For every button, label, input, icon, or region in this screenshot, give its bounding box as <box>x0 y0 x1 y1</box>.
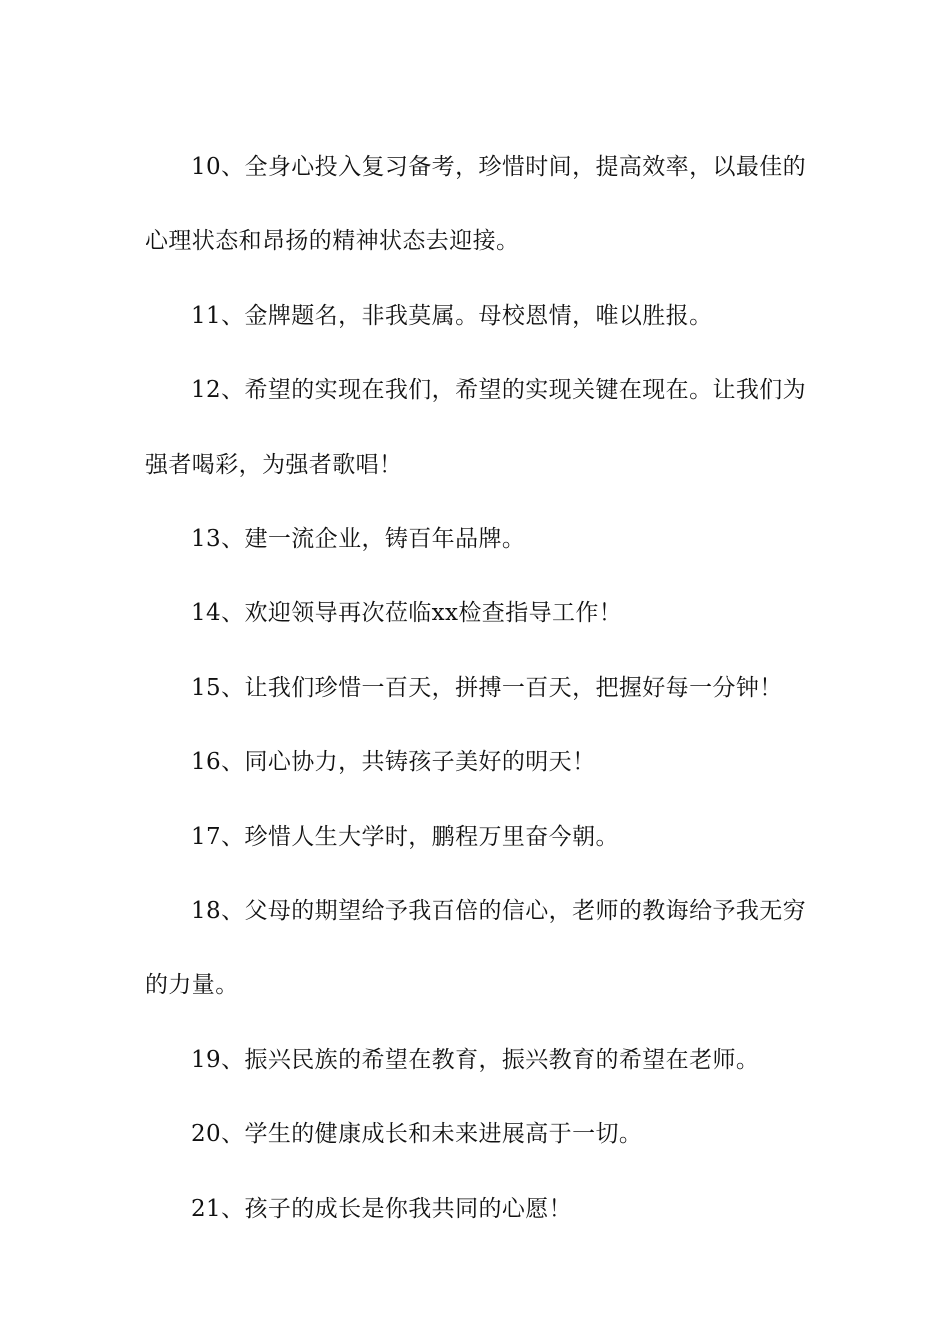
paragraph-15: 15、让我们珍惜一百天，拼搏一百天，把握好每一分钟！ <box>191 674 783 701</box>
paragraph-21: 21、孩子的成长是你我共同的心愿！ <box>191 1195 573 1222</box>
document-body <box>145 130 807 1246</box>
paragraph-18: 18、父母的期望给予我百倍的信心，老师的教诲给予我无穷的力量。 <box>145 898 807 999</box>
paragraph-16: 16、同心协力，共铸孩子美好的明天！ <box>191 749 596 776</box>
paragraph-12: 12、希望的实现在我们，希望的实现关键在现在。让我们为强者喝彩，为强者歌唱！ <box>145 377 807 478</box>
paragraph-11: 11、金牌题名，非我莫属。母校恩情，唯以胜报。 <box>191 302 713 329</box>
paragraph-20: 20、学生的健康成长和未来进展高于一切。 <box>191 1121 643 1148</box>
paragraph-10: 10、全身心投入复习备考，珍惜时间，提高效率，以最佳的心理状态和昂扬的精神状态去迎接。 <box>145 154 807 255</box>
paragraph-13: 13、建一流企业，铸百年品牌。 <box>191 526 526 553</box>
paragraph-14: 14、欢迎领导再次莅临xx检查指导工作！ <box>191 600 623 627</box>
paragraph-17: 17、珍惜人生大学时，鹏程万里奋今朝。 <box>191 823 619 850</box>
paragraph-19: 19、振兴民族的希望在教育，振兴教育的希望在老师。 <box>191 1046 760 1073</box>
